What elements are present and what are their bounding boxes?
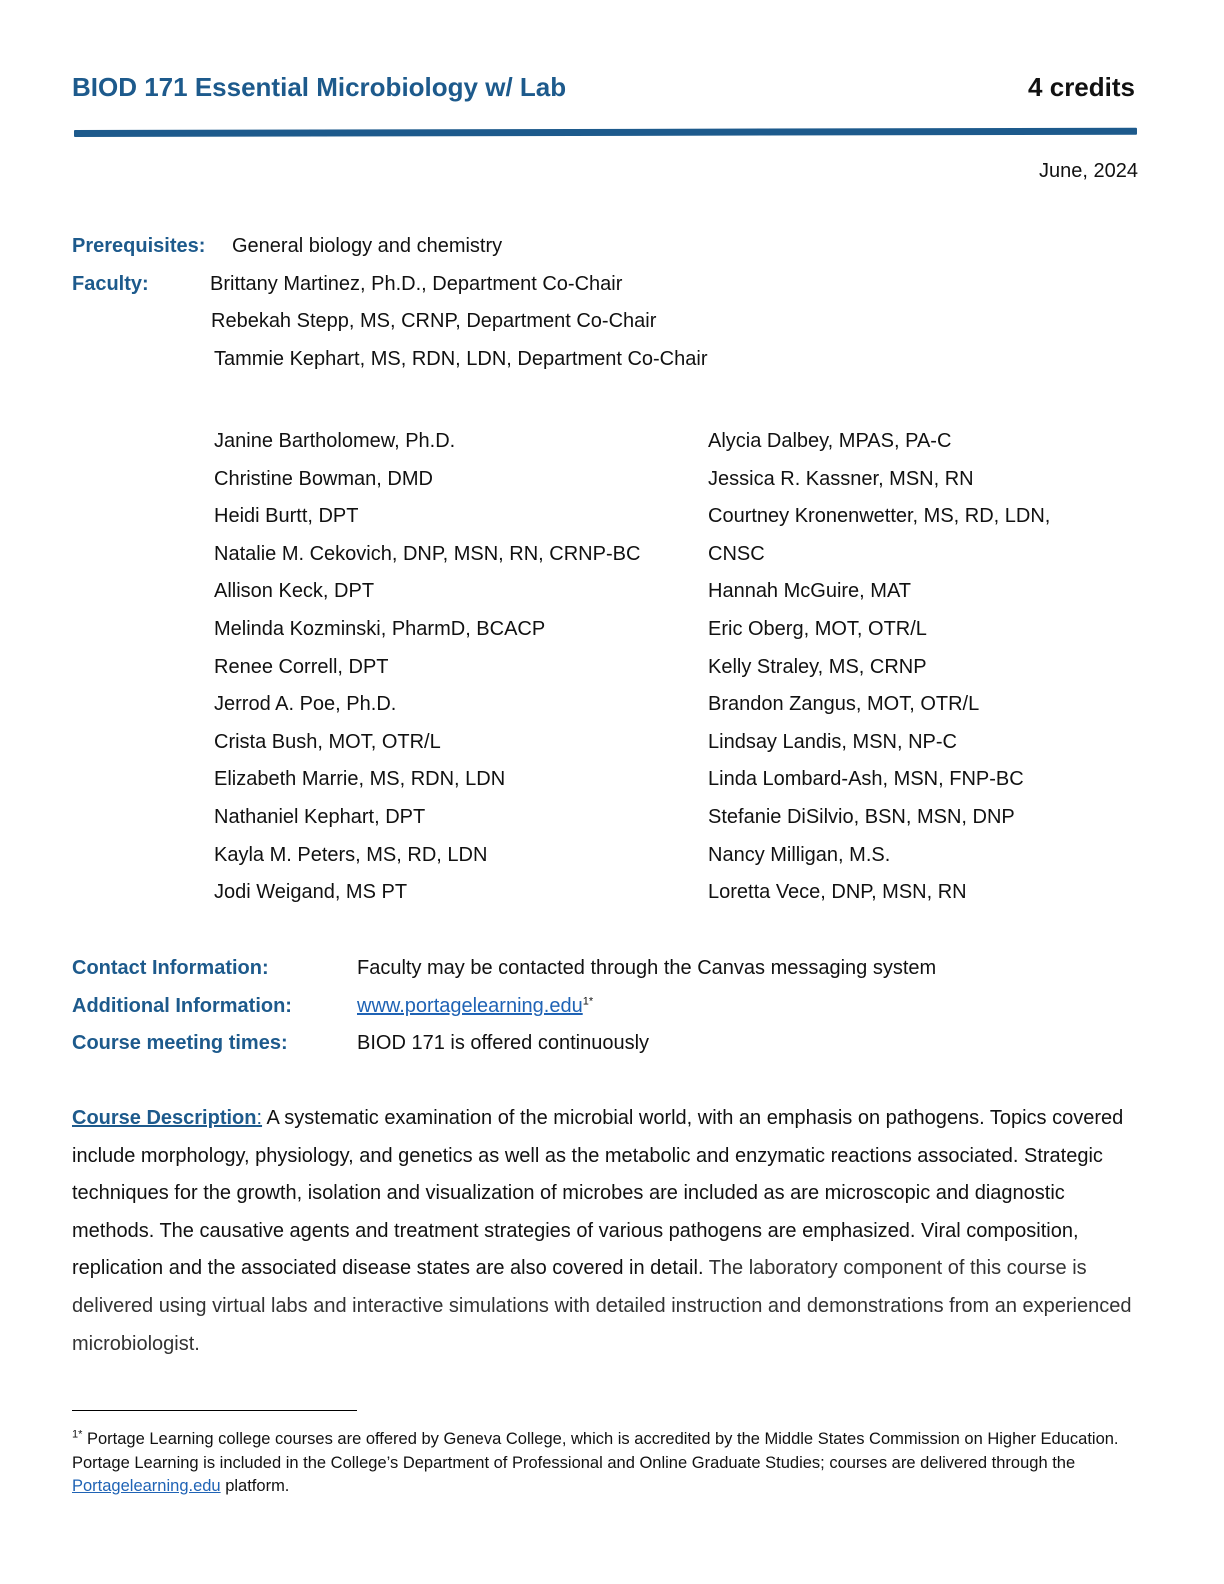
faculty-member: Allison Keck, DPT xyxy=(214,580,375,603)
faculty-member: Alycia Dalbey, MPAS, PA-C xyxy=(708,430,952,452)
course-description-text: A systematic examination of the microbial world, with an emphasis on pathogens. Topics covered include morphology, physiology, and genetics as well as the metabolic and enzymatic reactions associated. Strategic techniques for the growth, isolation and visualization of microbes are included as are microscopic and diagnostic methods. The causative agents and treatment strategies of various pathogens are emphasized. Viral composition, replication and the associated disease states are also covered in detail. xyxy=(72,1107,1124,1280)
footnote-reference[interactable]: 1* xyxy=(582,995,594,1008)
faculty-chair: Brittany Martinez, Ph.D., Department Co-Chair xyxy=(210,273,623,295)
prerequisites-value: General biology and chemistry xyxy=(232,235,503,257)
portage-learning-link[interactable]: www.portagelearning.edu xyxy=(357,995,583,1017)
contact-value: Faculty may be contacted through the Canvas messaging system xyxy=(357,957,937,979)
faculty-member: Jessica R. Kassner, MSN, RN xyxy=(708,467,974,490)
faculty-member: Nancy Milligan, M.S. xyxy=(708,843,891,866)
contact-label: Contact Information: xyxy=(72,957,269,979)
footnote xyxy=(72,1428,1147,1499)
faculty-member: Courtney Kronenwetter, MS, RD, LDN, xyxy=(708,505,1051,528)
course-description-heading: Course Description xyxy=(72,1107,257,1129)
faculty-chair: Rebekah Stepp, MS, CRNP, Department Co-Chair xyxy=(211,310,657,332)
course-description-colon: : xyxy=(256,1107,263,1129)
faculty-member: Christine Bowman, DMD xyxy=(214,467,433,490)
credits-label: 4 credits xyxy=(1028,72,1135,102)
faculty-member: Elizabeth Marrie, MS, RDN, LDN xyxy=(214,768,506,791)
footnote-mark: 1* xyxy=(72,1428,83,1441)
additional-info-label: Additional Information: xyxy=(72,995,292,1017)
course-title: BIOD 171 Essential Microbiology w/ Lab xyxy=(72,72,567,102)
faculty-chair: Tammie Kephart, MS, RDN, LDN, Department Co-Chair xyxy=(214,348,708,370)
document-date: June, 2024 xyxy=(1039,160,1138,182)
meeting-times-label: Course meeting times: xyxy=(72,1032,288,1054)
faculty-member: Hannah McGuire, MAT xyxy=(708,580,912,603)
faculty-member: Brandon Zangus, MOT, OTR/L xyxy=(708,693,980,716)
faculty-member: Stefanie DiSilvio, BSN, MSN, DNP xyxy=(708,806,1015,828)
faculty-member: Linda Lombard-Ash, MSN, FNP-BC xyxy=(708,768,1024,791)
footnote-text: Portage Learning college courses are offered by Geneva College, which is accredited by the Middle States Commission on Higher Education. Portage Learning is included in the College’s Department of Professional and Online Graduate Studies; courses are delivered through the xyxy=(72,1430,1119,1472)
footnote-divider xyxy=(72,1410,357,1411)
faculty-member: Jodi Weigand, MS PT xyxy=(214,881,408,904)
faculty-member: Lindsay Landis, MSN, NP-C xyxy=(708,730,957,753)
faculty-member: Loretta Vece, DNP, MSN, RN xyxy=(708,881,967,904)
faculty-member: Renee Correll, DPT xyxy=(214,655,389,678)
faculty-member: Janine Bartholomew, Ph.D. xyxy=(214,430,456,452)
faculty-member: Natalie M. Cekovich, DNP, MSN, RN, CRNP-BC xyxy=(214,542,641,565)
faculty-member: CNSC xyxy=(708,542,765,565)
faculty-member: Nathaniel Kephart, DPT xyxy=(214,806,426,828)
header-divider xyxy=(74,128,1137,137)
footnote-text-end: platform. xyxy=(220,1477,290,1495)
faculty-member: Heidi Burtt, DPT xyxy=(214,505,359,528)
additional-info-value xyxy=(357,995,593,1018)
course-description-lab-text: The laboratory component of this course is delivered using virtual labs and interactive simulations with detailed instruction and demonstrations from an experienced microbiologist. xyxy=(72,1257,1132,1355)
faculty-member: Eric Oberg, MOT, OTR/L xyxy=(708,618,927,640)
prerequisites-label: Prerequisites: xyxy=(72,235,206,257)
meeting-times-value: BIOD 171 is offered continuously xyxy=(357,1032,650,1054)
faculty-member: Melinda Kozminski, PharmD, BCACP xyxy=(214,618,546,640)
course-description xyxy=(72,1100,1147,1363)
faculty-member: Crista Bush, MOT, OTR/L xyxy=(214,730,441,753)
faculty-member: Kayla M. Peters, MS, RD, LDN xyxy=(214,843,488,866)
faculty-member: Kelly Straley, MS, CRNP xyxy=(708,655,927,678)
faculty-member: Jerrod A. Poe, Ph.D. xyxy=(214,693,397,716)
faculty-label: Faculty: xyxy=(72,273,149,295)
footnote-link[interactable]: Portagelearning.edu xyxy=(72,1477,221,1495)
